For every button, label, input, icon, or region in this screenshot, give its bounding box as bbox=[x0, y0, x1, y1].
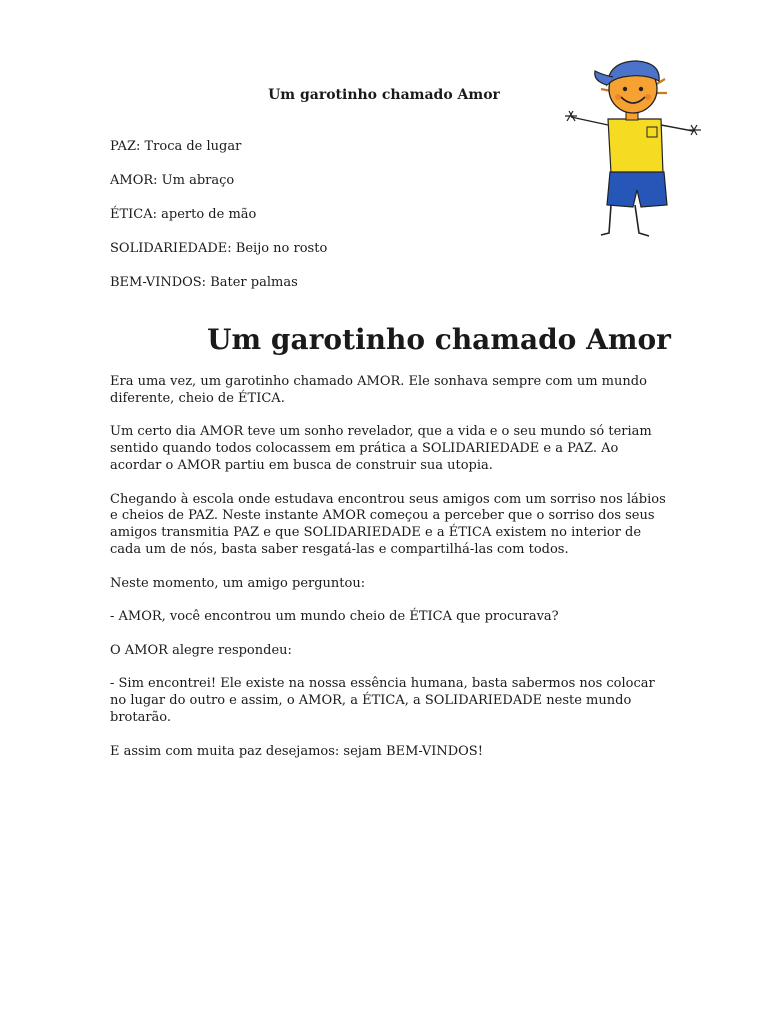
story-paragraph: - AMOR, você encontrou um mundo cheio de ÉTICA que procurava? bbox=[110, 609, 559, 625]
story-paragraph: Era uma vez, um garotinho chamado AMOR. Ele sonhava sempre com um mundo diferente, cheio de ÉTICA. bbox=[110, 374, 647, 406]
legend-item-etica: ÉTICA: aperto de mão bbox=[110, 207, 257, 222]
gesture-legend bbox=[110, 138, 327, 308]
legend-item-paz: PAZ: Troca de lugar bbox=[110, 139, 242, 154]
story-paragraph: E assim com muita paz desejamos: sejam BEM-VINDOS! bbox=[110, 743, 483, 759]
story-body bbox=[110, 374, 670, 777]
legend-item-solidariedade: SOLIDARIEDADE: Beijo no rosto bbox=[110, 241, 328, 256]
legend-item-amor: AMOR: Um abraço bbox=[110, 173, 235, 188]
story-paragraph: Neste momento, um amigo perguntou: bbox=[110, 575, 366, 591]
story-paragraph: Um certo dia AMOR teve um sonho revelador, que a vida e o seu mundo só teriam sentido quando todos colocassem em prática a SOLIDARIEDADE e a PAZ. Ao acordar o AMOR partiu em busca de construir sua utopia. bbox=[110, 424, 652, 473]
story-title: Um garotinho chamado Amor bbox=[207, 323, 671, 356]
legend-item-bem-vindos: BEM-VINDOS: Bater palmas bbox=[110, 275, 298, 290]
document-subtitle: Um garotinho chamado Amor bbox=[268, 87, 500, 103]
story-paragraph: - Sim encontrei! Ele existe na nossa essência humana, basta sabermos nos colocar no lugar do outro e assim, o AMOR, a ÉTICA, a SOLIDARIEDADE neste mundo brotarão. bbox=[110, 676, 655, 725]
story-paragraph: O AMOR alegre respondeu: bbox=[110, 642, 292, 658]
boy-illustration-icon bbox=[563, 55, 703, 240]
story-paragraph: Chegando à escola onde estudava encontrou seus amigos com um sorriso nos lábios e cheios de PAZ. Neste instante AMOR começou a perceber que o sorriso dos seus amigos transmitia PAZ e que SOLIDARIEDADE e a ÉTICA existem no interior de cada um de nós, basta saber resgatá-las e compartilhá-las com todos. bbox=[110, 491, 666, 557]
